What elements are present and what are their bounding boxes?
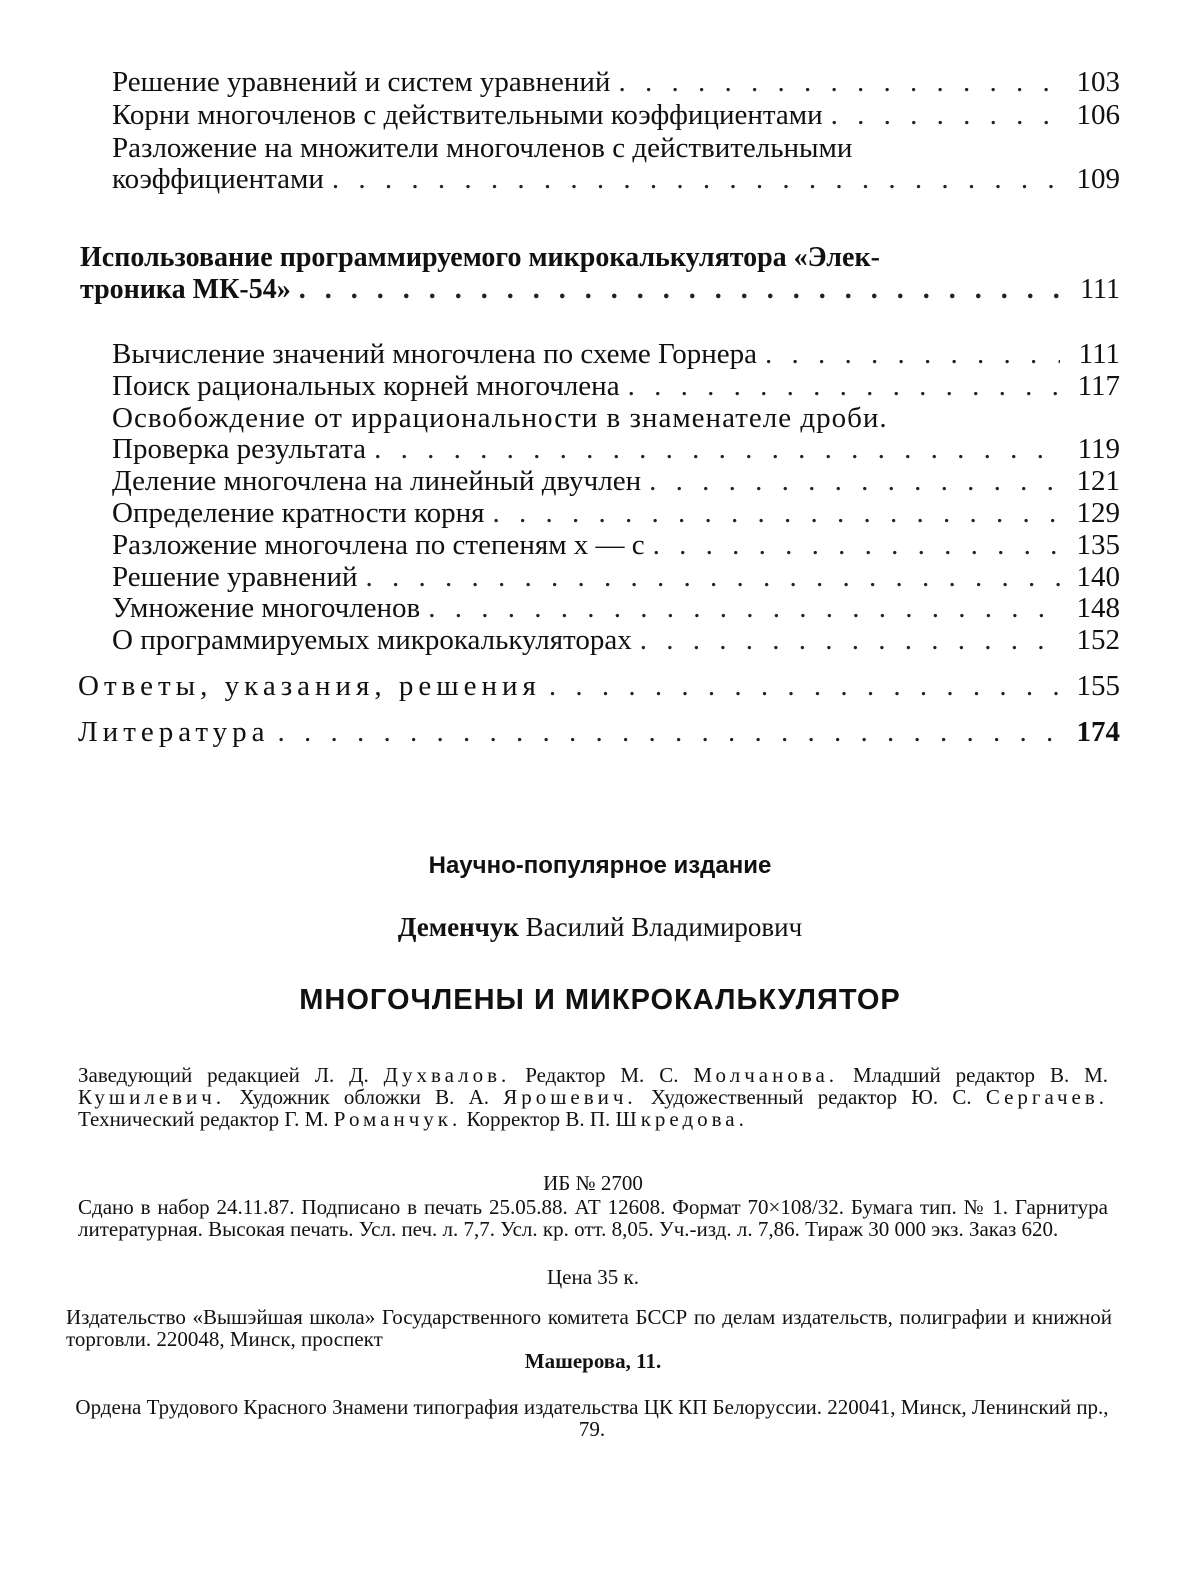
author-given-names: Василий Владимирович [525, 912, 803, 942]
toc-entry-title: Умножение многочленов [112, 592, 421, 624]
toc-section-title-line1: Использование программируемого микрокалькулятора «Элек- [80, 242, 880, 273]
toc-leader-dots [831, 99, 1060, 131]
editorial-staff [78, 1064, 1108, 1130]
edition-type: Научно-популярное издание [428, 852, 772, 879]
toc-entry [112, 370, 1120, 402]
toc-leader-dots [374, 433, 1060, 465]
toc-entry-page: 119 [1077, 433, 1120, 465]
toc-entry-title-line2: коэффициентами [112, 163, 324, 195]
toc-entry-title: Решение уравнений [112, 561, 358, 593]
toc-entry [112, 561, 1120, 593]
toc-entry-title: Вычисление значений многочлена по схеме Горнера [112, 338, 757, 370]
staff-role: Художник обложки В. А. [239, 1085, 489, 1109]
toc-entry-title: Корни многочленов с действительными коэффициентами [112, 99, 823, 131]
toc-leader-dots [618, 66, 1060, 98]
toc-leader-dots [765, 338, 1060, 370]
staff-name: Ярошевич. [503, 1085, 637, 1109]
staff-name: Шкредова. [615, 1107, 748, 1131]
toc-entry-page: 106 [1076, 99, 1120, 131]
staff-name: Духвалов. [383, 1063, 511, 1087]
toc-entry-title-line2: Проверка результата [112, 433, 367, 465]
toc-entry [112, 497, 1120, 529]
toc-leader-dots [332, 163, 1060, 195]
toc-entry [112, 163, 1120, 195]
toc-entry-page: 174 [1076, 716, 1120, 748]
author-line [0, 912, 1200, 943]
toc-entry-title-line1: Освобождение от иррациональности в знаменателе дроби. [112, 402, 888, 434]
toc-entry-page: 135 [1076, 529, 1120, 561]
staff-name: Романчук. [333, 1107, 462, 1131]
toc-entry-page: 140 [1076, 561, 1120, 593]
toc-leader-dots [640, 624, 1060, 656]
toc-entry-title: О программируемых микрокалькуляторах [112, 624, 632, 656]
toc-entry-page: 155 [1076, 670, 1120, 702]
ib-number: ИБ № 2700 [543, 1171, 643, 1195]
toc-entry-page: 152 [1076, 624, 1120, 656]
toc-leader-dots [428, 592, 1060, 624]
toc-entry-page: 109 [1076, 163, 1120, 195]
publisher-info [66, 1306, 1112, 1350]
print-details: Сдано в набор 24.11.87. Подписано в печать 25.05.88. АТ 12608. Формат 70×108/32. Бумага тип. № 1. Гарнитура литературная. Высокая печать. Усл. печ. л. 7,7. Усл. кр. отт. 8,05. Уч.-изд. л. 7,86. Тираж 30 000 экз. Заказ 620. [78, 1195, 1108, 1241]
toc-leader-dots [366, 561, 1061, 593]
toc-entry-title: Ответы, указания, решения [78, 670, 541, 702]
publisher-street: Машерова, 11. [524, 1349, 662, 1373]
staff-role: Редактор М. С. [525, 1063, 679, 1087]
toc-leader-dots [299, 274, 1060, 306]
toc-entry-page: 103 [1076, 66, 1120, 98]
staff-role: Технический редактор Г. М. [78, 1107, 329, 1131]
toc-leader-dots [278, 716, 1060, 748]
toc-entry-page: 121 [1076, 465, 1120, 497]
toc-leader-dots [493, 497, 1061, 529]
staff-role: Заведующий редакцией Л. Д. [78, 1063, 369, 1087]
toc-entry-title: Решение уравнений и систем уравнений [112, 66, 611, 98]
toc-leader-dots [653, 529, 1060, 561]
staff-role: Художественный редактор Ю. С. [650, 1085, 972, 1109]
toc-leader-dots [649, 465, 1060, 497]
toc-entry-page: 111 [1080, 274, 1120, 305]
toc-section [80, 274, 1120, 306]
toc-entry-page: 148 [1076, 592, 1120, 624]
toc-entry [112, 529, 1120, 561]
toc-entry-title: Литература [78, 716, 270, 748]
staff-role: Корректор В. П. [466, 1107, 611, 1131]
toc-entry-page: 129 [1076, 497, 1120, 529]
toc-entry-answers [78, 670, 1120, 702]
toc-entry-page: 111 [1078, 338, 1120, 370]
toc-entry-title: Разложение многочлена по степеням x — c [112, 529, 645, 561]
staff-name: Кушилевич. [78, 1085, 226, 1109]
toc-entry [112, 624, 1120, 656]
toc-leader-dots [628, 370, 1060, 402]
toc-leader-dots [549, 670, 1060, 702]
toc-entry-page: 117 [1077, 370, 1120, 402]
toc-entry [112, 338, 1120, 370]
price: Цена 35 к. [547, 1265, 639, 1289]
toc-entry [112, 592, 1120, 624]
toc-section-title-line2: троника МК-54» [80, 274, 291, 305]
toc-entry [112, 66, 1120, 98]
staff-role: Младший редактор В. М. [852, 1063, 1109, 1087]
toc-entry-title: Деление многочлена на линейный двучлен [112, 465, 642, 497]
staff-name: Молчанова. [693, 1063, 839, 1087]
author-surname: Деменчук [397, 912, 519, 942]
publisher-text: Издательство «Вышэйшая школа» Государственного комитета БССР по делам издательств, полиграфии и книжной торговли. 220048, Минск, проспект [66, 1305, 1112, 1351]
printer-info [72, 1396, 1112, 1440]
toc-entry-title: Поиск рациональных корней многочлена [112, 370, 620, 402]
printer-text: Ордена Трудового Красного Знамени типография издательства ЦК КП Белоруссии. 220041, Минск, Ленинский пр., 79. [75, 1395, 1109, 1441]
toc-entry [112, 433, 1120, 465]
toc-entry [112, 465, 1120, 497]
toc-entry-literature [78, 716, 1120, 748]
toc-entry-title: Определение кратности корня [112, 497, 485, 529]
toc-entry [112, 99, 1120, 131]
toc-entry-title-line1: Разложение на множители многочленов с действительными [112, 132, 853, 164]
staff-name: Сергачев. [985, 1085, 1109, 1109]
book-title: МНОГОЧЛЕНЫ И МИКРОКАЛЬКУЛЯТОР [299, 984, 901, 1016]
